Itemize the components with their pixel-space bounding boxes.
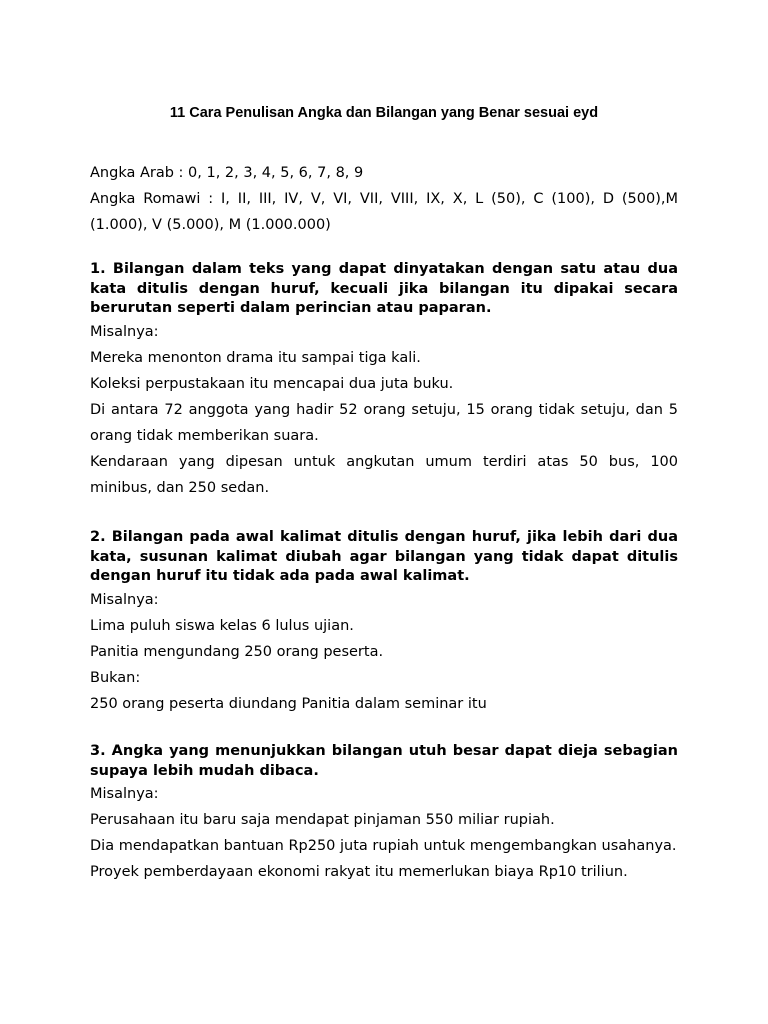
section-2-heading: 2. Bilangan pada awal kalimat ditulis dengan huruf, jika lebih dari dua kata, susunan kalimat diubah agar bilangan yang tidak dapat ditulis dengan huruf itu tidak ada pada awal kalimat. xyxy=(90,529,678,584)
section-3-line: Proyek pemberdayaan ekonomi rakyat itu memerlukan biaya Rp10 triliun. xyxy=(90,864,628,880)
section-2-line: 250 orang peserta diundang Panitia dalam seminar itu xyxy=(90,695,487,712)
document-page xyxy=(90,0,678,1024)
section-2-line: Bukan: xyxy=(90,669,141,686)
section-2-line: Misalnya: xyxy=(90,591,159,608)
section-3-line: Perusahaan itu baru saja mendapat pinjaman 550 miliar rupiah. xyxy=(90,812,555,828)
section-3 xyxy=(90,742,678,885)
section-2-line: Lima puluh siswa kelas 6 lulus ujian. xyxy=(90,617,354,634)
section-2-line: Panitia mengundang 250 orang peserta. xyxy=(90,643,384,660)
section-3-line: Dia mendapatkan bantuan Rp250 juta rupiah untuk mengembangkan usahanya. xyxy=(90,838,677,854)
intro-line-arabic-numerals: Angka Arab : 0, 1, 2, 3, 4, 5, 6, 7, 8, 9 xyxy=(90,165,364,181)
section-1-heading: 1. Bilangan dalam teks yang dapat dinyatakan dengan satu atau dua kata ditulis dengan huruf, kecuali jika bilangan itu dipakai secara berurutan seperti dalam perincian atau paparan. xyxy=(90,261,678,316)
intro-block xyxy=(90,160,678,238)
intro-line-roman-numerals: Angka Romawi : I, II, III, IV, V, VI, VII, VIII, IX, X, L (50), C (100), D (500),M (1.000), V (5.000), M (1.000.000) xyxy=(90,191,678,233)
document-title: 11 Cara Penulisan Angka dan Bilangan yang Benar sesuai eyd xyxy=(169,105,599,121)
section-2 xyxy=(90,528,678,717)
section-1-line: Mereka menonton drama itu sampai tiga kali. xyxy=(90,349,421,366)
section-1-line: Misalnya: xyxy=(90,323,159,340)
section-1-line: Di antara 72 anggota yang hadir 52 orang setuju, 15 orang tidak setuju, dan 5 orang tidak memberikan suara. xyxy=(90,401,678,444)
section-1 xyxy=(90,260,678,501)
section-3-line: Misalnya: xyxy=(90,786,159,802)
section-1-line: Koleksi perpustakaan itu mencapai dua juta buku. xyxy=(90,375,454,392)
section-1-line: Kendaraan yang dipesan untuk angkutan umum terdiri atas 50 bus, 100 minibus, dan 250 sedan. xyxy=(90,453,678,496)
section-3-heading: 3. Angka yang menunjukkan bilangan utuh besar dapat dieja sebagian supaya lebih mudah dibaca. xyxy=(90,743,678,779)
